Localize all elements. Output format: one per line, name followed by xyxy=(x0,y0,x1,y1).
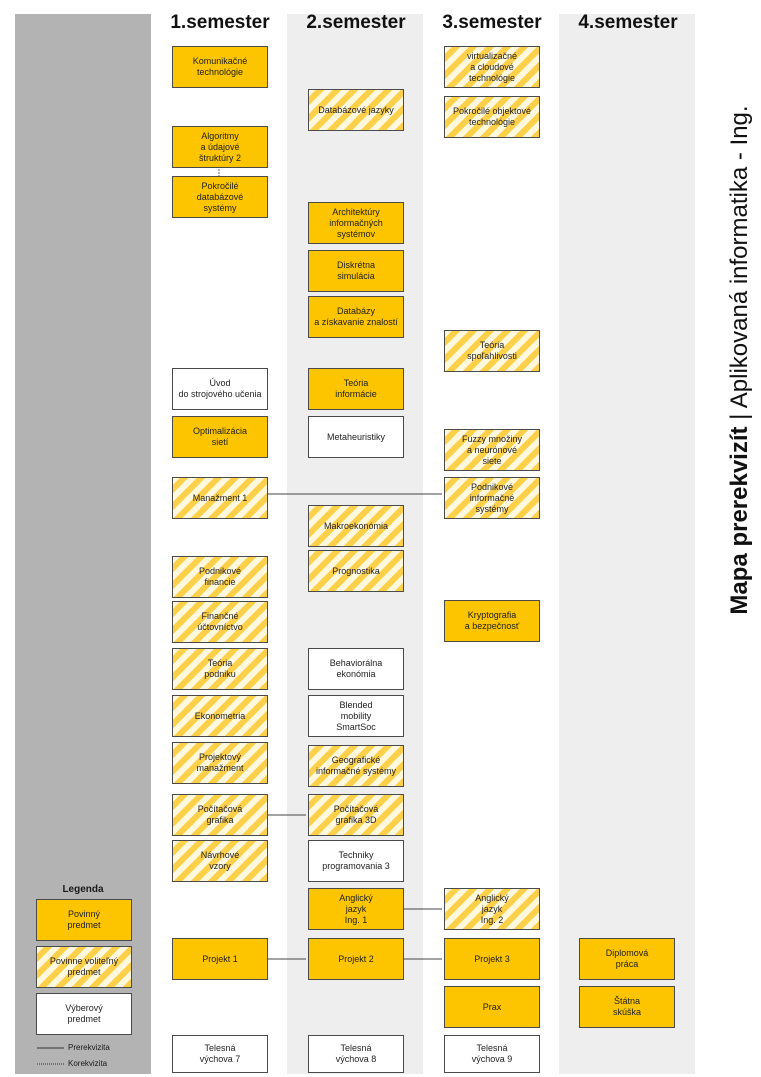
course-behavioralna-ekonomia: Behaviorálna ekonómia xyxy=(308,648,404,690)
semester-4-header: 4.semester xyxy=(578,12,678,33)
course-makroekonomia: Makroekonómia xyxy=(308,505,404,547)
course-pocitacova-grafika: Počítačová grafika xyxy=(172,794,268,836)
title-bold: Mapa prerekvizít xyxy=(726,426,753,615)
course-pokrocile-objektove-technologie: Pokročilé objektové technológie xyxy=(444,96,540,138)
course-prognostika: Prognostika xyxy=(308,550,404,592)
legend-mandatory: Povinný predmet xyxy=(36,899,132,941)
course-techniky-programovania-3: Techniky programovania 3 xyxy=(308,840,404,882)
course-navrhove-vzory: Návrhové vzory xyxy=(172,840,268,882)
legend-optional: Výberový predmet xyxy=(36,993,132,1035)
legend-prereq-label: Prerekvizita xyxy=(68,1043,110,1052)
course-uvod-do-strojoveho-ucenia: Úvod do strojového učenia xyxy=(172,368,268,410)
course-diskretna-simulacia: Diskrétna simulácia xyxy=(308,250,404,292)
course-statna-skuska: Štátna skúška xyxy=(579,986,675,1028)
course-telesna-vychova-9: Telesná výchova 9 xyxy=(444,1035,540,1073)
legend-elective: Povinne voliteľný predmet xyxy=(36,946,132,988)
course-anglicky-jazyk-2: Anglický jazyk Ing. 2 xyxy=(444,888,540,930)
title-separator: | xyxy=(726,408,753,427)
course-projektovy-manazment: Projektový manažment xyxy=(172,742,268,784)
course-podnikove-is: Podnikové informačné systémy xyxy=(444,477,540,519)
course-financne-uctovnictvo: Finančné účtovníctvo xyxy=(172,601,268,643)
course-pokrocile-databazove-systemy: Pokročilé databázové systémy xyxy=(172,176,268,218)
course-pocitacova-grafika-3d: Počítačová grafika 3D xyxy=(308,794,404,836)
course-projekt-2: Projekt 2 xyxy=(308,938,404,980)
course-podnikove-financie: Podnikové financie xyxy=(172,556,268,598)
course-teoria-spolahlivosti: Teória spoľahlivosti xyxy=(444,330,540,372)
semester-1-header: 1.semester xyxy=(170,12,270,33)
course-blended-mobility: Blended mobility SmartSoc xyxy=(308,695,404,737)
course-telesna-vychova-7: Telesná výchova 7 xyxy=(172,1035,268,1073)
semester-2-header: 2.semester xyxy=(306,12,406,33)
course-databazy-a-znalosti: Databázy a získavanie znalostí xyxy=(308,296,404,338)
course-geograficke-is: Geografické informačné systémy xyxy=(308,745,404,787)
course-telesna-vychova-8: Telesná výchova 8 xyxy=(308,1035,404,1073)
course-kryptografia: Kryptografia a bezpečnosť xyxy=(444,600,540,642)
course-ekonometria: Ekonometria xyxy=(172,695,268,737)
semester-3-header: 3.semester xyxy=(442,12,542,33)
legend-title: Legenda xyxy=(62,884,104,895)
course-anglicky-jazyk-1: Anglický jazyk Ing. 1 xyxy=(308,888,404,930)
course-teoria-podniku: Teória podniku xyxy=(172,648,268,690)
course-fuzzy-mnoziny: Fuzzy množiny a neurónové siete xyxy=(444,429,540,471)
course-virtualizacne-technologie: virtualizačné a cloudové technológie xyxy=(444,46,540,88)
title-program: Aplikovaná informatika - Ing. xyxy=(726,105,753,409)
course-manazment-1: Manažment 1 xyxy=(172,477,268,519)
course-projekt-3: Projekt 3 xyxy=(444,938,540,980)
page-title xyxy=(726,105,754,614)
legend-coreq-label: Korekvizita xyxy=(68,1059,108,1068)
course-diplomova-praca: Diplomová práca xyxy=(579,938,675,980)
course-optimalizacia-sieti: Optimalizácia sietí xyxy=(172,416,268,458)
course-prax: Prax xyxy=(444,986,540,1028)
course-projekt-1: Projekt 1 xyxy=(172,938,268,980)
course-teoria-informacie: Teória informácie xyxy=(308,368,404,410)
course-databazove-jazyky: Databázové jazyky xyxy=(308,89,404,131)
course-metaheuristiky: Metaheuristiky xyxy=(308,416,404,458)
course-komunikacne-technologie: Komunikačné technológie xyxy=(172,46,268,88)
course-architektury-is: Architektúry informačných systémov xyxy=(308,202,404,244)
course-algoritmy: Algoritmy a údajové štruktúry 2 xyxy=(172,126,268,168)
